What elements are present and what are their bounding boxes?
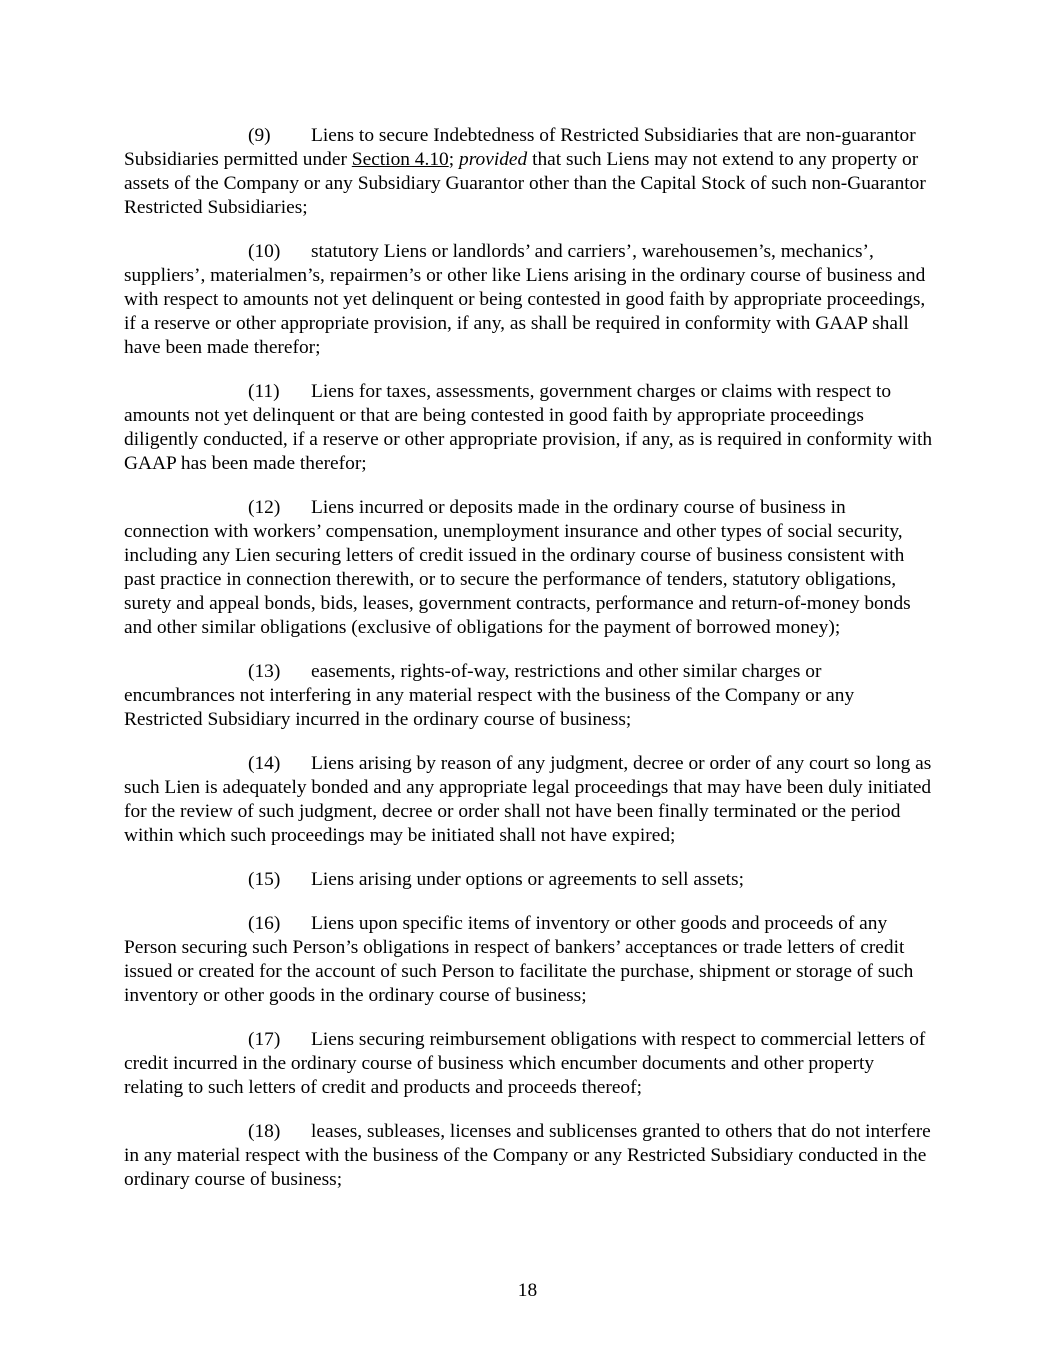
clause-10 (124, 240, 934, 360)
clause-number: (11) (248, 381, 280, 402)
clause-number: (10) (248, 241, 281, 262)
clause-text: leases, subleases, licenses and sublicenses granted to others that do not interfere in any material respect with the business of the Company or any Restricted Subsidiary conducted in the ordinary course of business; (124, 1121, 931, 1190)
clause-text: Liens to secure Indebtedness of Restricted Subsidiaries that are non-guarantor Subsidiaries permitted under (124, 125, 916, 170)
clause-number: (16) (248, 913, 281, 934)
clause-number: (13) (248, 661, 281, 682)
clause-number: (12) (248, 497, 281, 518)
clause-9 (124, 124, 934, 220)
clause-16 (124, 912, 934, 1008)
clause-18 (124, 1120, 934, 1192)
clause-text: that such Liens may not extend to any property or assets of the Company or any Subsidiary Guarantor other than the Capital Stock of such non-Guarantor Restricted Subsidiaries; (124, 149, 926, 218)
clause-13 (124, 660, 934, 732)
clause-number: (14) (248, 753, 281, 774)
clause-text: Liens arising by reason of any judgment, decree or order of any court so long as such Lien is adequately bonded and any appropriate legal proceedings that may have been duly initiated for the review of such judgment, decree or order shall not have been finally terminated or the period within which such proceedings may be initiated shall not have expired; (124, 753, 932, 846)
clause-text: easements, rights-of-way, restrictions and other similar charges or encumbrances not interfering in any material respect with the business of the Company or any Restricted Subsidiary incurred in the ordinary course of business; (124, 661, 855, 730)
clause-14 (124, 752, 934, 848)
clause-text: ; (448, 149, 459, 170)
clause-17 (124, 1028, 934, 1100)
page-number: 18 (517, 1280, 538, 1301)
clause-text: Liens incurred or deposits made in the ordinary course of business in connection with workers’ compensation, unemployment insurance and other types of social security, including any Lien securing letters of credit issued in the ordinary course of business consistent with past practice in connection therewith, or to secure the performance of tenders, statutory obligations, surety and appeal bonds, bids, leases, government contracts, performance and return-of-money bonds and other similar obligations (exclusive of obligations for the payment of borrowed money); (124, 497, 911, 638)
clause-number: (18) (248, 1121, 281, 1142)
clause-text: Liens securing reimbursement obligations with respect to commercial letters of credit incurred in the ordinary course of business which encumber documents and other property relating to such letters of credit and products and proceeds thereof; (124, 1029, 926, 1098)
clause-11 (124, 380, 934, 476)
clause-number: (9) (248, 125, 271, 146)
clause-text: Liens upon specific items of inventory or other goods and proceeds of any Person securing such Person’s obligations in respect of bankers’ acceptances or trade letters of credit issued or created for the account of such Person to facilitate the purchase, shipment or storage of such inventory or other goods in the ordinary course of business; (124, 913, 914, 1006)
clause-text: Liens for taxes, assessments, government charges or claims with respect to amounts not yet delinquent or that are being contested in good faith by appropriate proceedings diligently conducted, if a reserve or other appropriate provision, if any, as is required in conformity with GAAP has been made therefor; (124, 381, 933, 474)
clause-number: (17) (248, 1029, 281, 1050)
clause-text: statutory Liens or landlords’ and carriers’, warehousemen’s, mechanics’, suppliers’, materialmen’s, repairmen’s or other like Liens arising in the ordinary course of business and with respect to amounts not yet delinquent or being contested in good faith by appropriate proceedings, if a reserve or other appropriate provision, if any, as shall be required in conformity with GAAP shall have been made therefor; (124, 241, 926, 358)
clause-number: (15) (248, 869, 281, 890)
clause-text: Liens arising under options or agreements to sell assets; (311, 869, 744, 890)
section-reference-link[interactable]: Section 4.10 (351, 149, 449, 170)
document-page (124, 124, 934, 1212)
clause-emphasis: provided (459, 149, 528, 170)
clause-15 (124, 868, 934, 892)
clause-12 (124, 496, 934, 640)
